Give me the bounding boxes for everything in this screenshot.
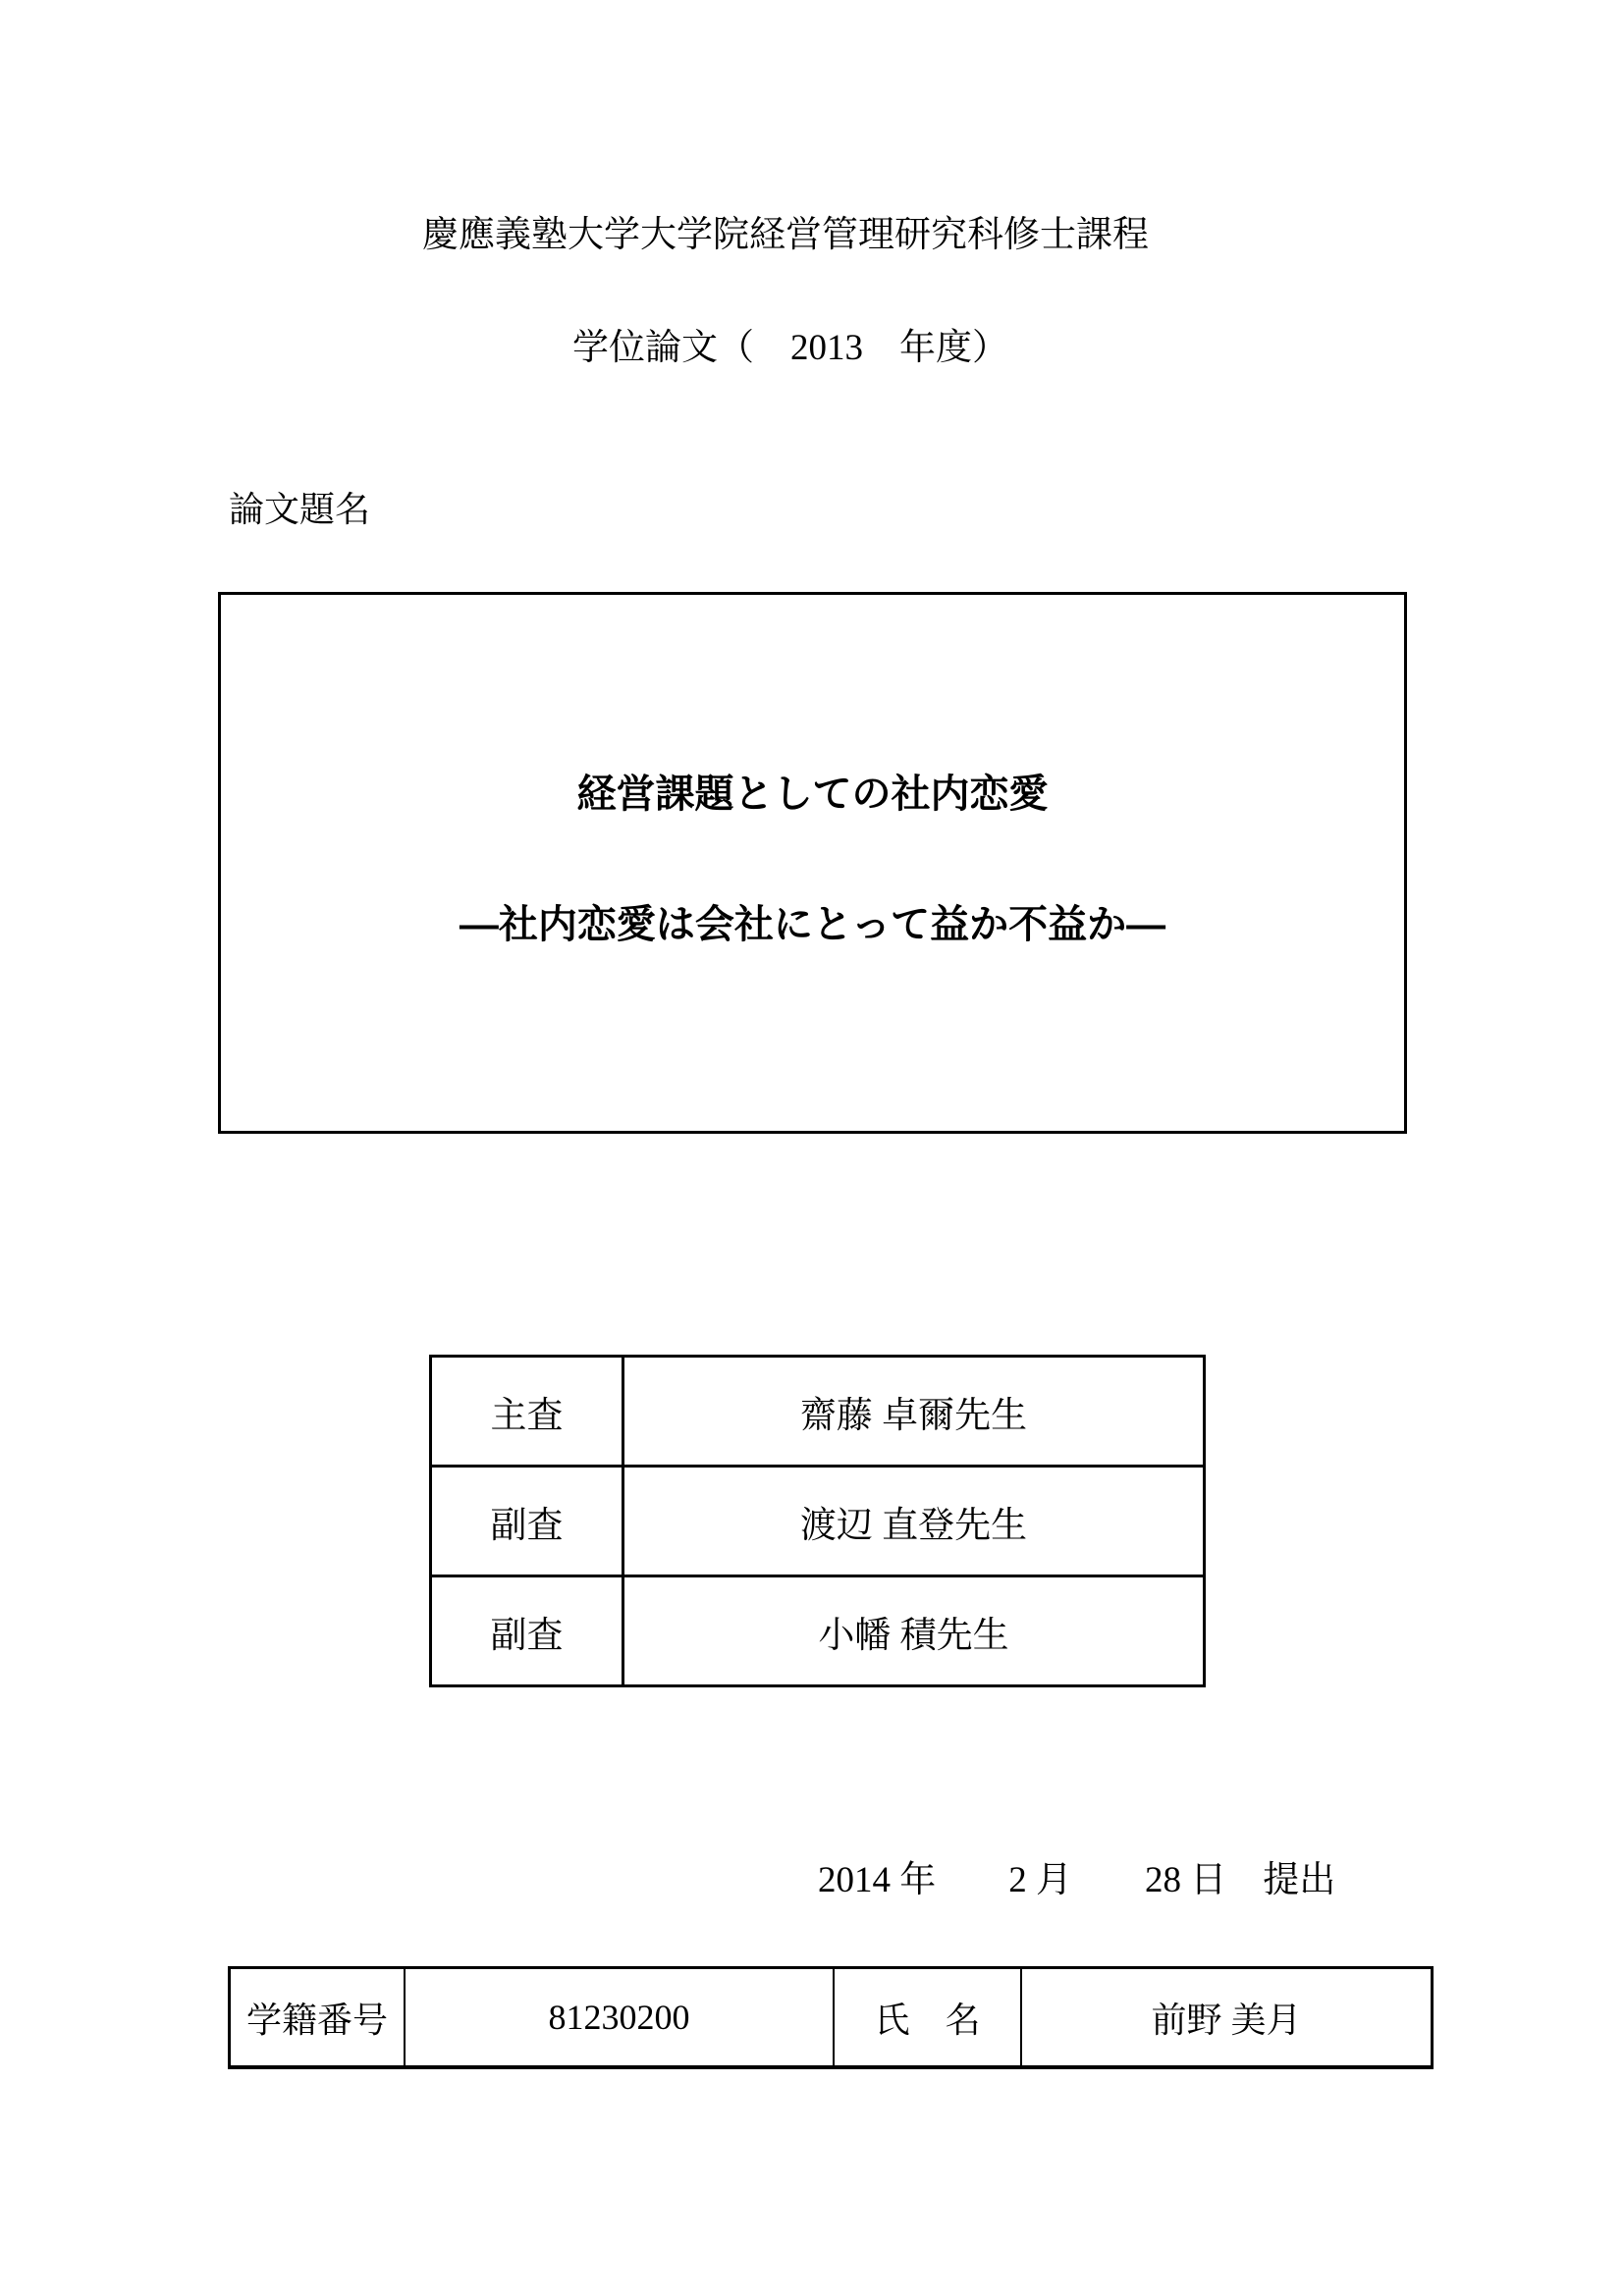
examiner-name: 小幡 積先生 bbox=[623, 1576, 1205, 1686]
student-id-label: 学籍番号 bbox=[230, 1968, 406, 2068]
thesis-title-box bbox=[218, 592, 1407, 1134]
examiner-role: 副査 bbox=[431, 1576, 623, 1686]
student-info-table bbox=[228, 1966, 1434, 2069]
examiner-name: 渡辺 直登先生 bbox=[623, 1467, 1205, 1576]
university-line: 慶應義塾大学大学院経営管理研究科修士課程 bbox=[422, 215, 1149, 255]
student-info-row bbox=[230, 1968, 1433, 2068]
student-name-value: 前野 美月 bbox=[1021, 1968, 1433, 2068]
thesis-title: 経営課題としての社内恋愛 bbox=[576, 773, 1049, 816]
examiner-row-deputy-2 bbox=[431, 1576, 1205, 1686]
thesis-title-label: 論文題名 bbox=[229, 490, 371, 529]
examiner-row-deputy-1 bbox=[431, 1467, 1205, 1576]
thesis-subtitle: ―社内恋愛は会社にとって益か不益か― bbox=[459, 903, 1166, 946]
examiner-role: 副査 bbox=[431, 1467, 623, 1576]
examiner-role: 主査 bbox=[431, 1357, 623, 1467]
examiner-table bbox=[429, 1355, 1206, 1687]
student-name-label: 氏 名 bbox=[834, 1968, 1021, 2068]
examiner-row-chief bbox=[431, 1357, 1205, 1467]
examiner-name: 齋藤 卓爾先生 bbox=[623, 1357, 1205, 1467]
degree-year-line: 学位論文（ 2013 年度） bbox=[572, 328, 1008, 368]
student-id-value: 81230200 bbox=[405, 1968, 834, 2068]
submission-date-line: 2014 年 2 月 28 日 提出 bbox=[818, 1860, 1336, 1900]
